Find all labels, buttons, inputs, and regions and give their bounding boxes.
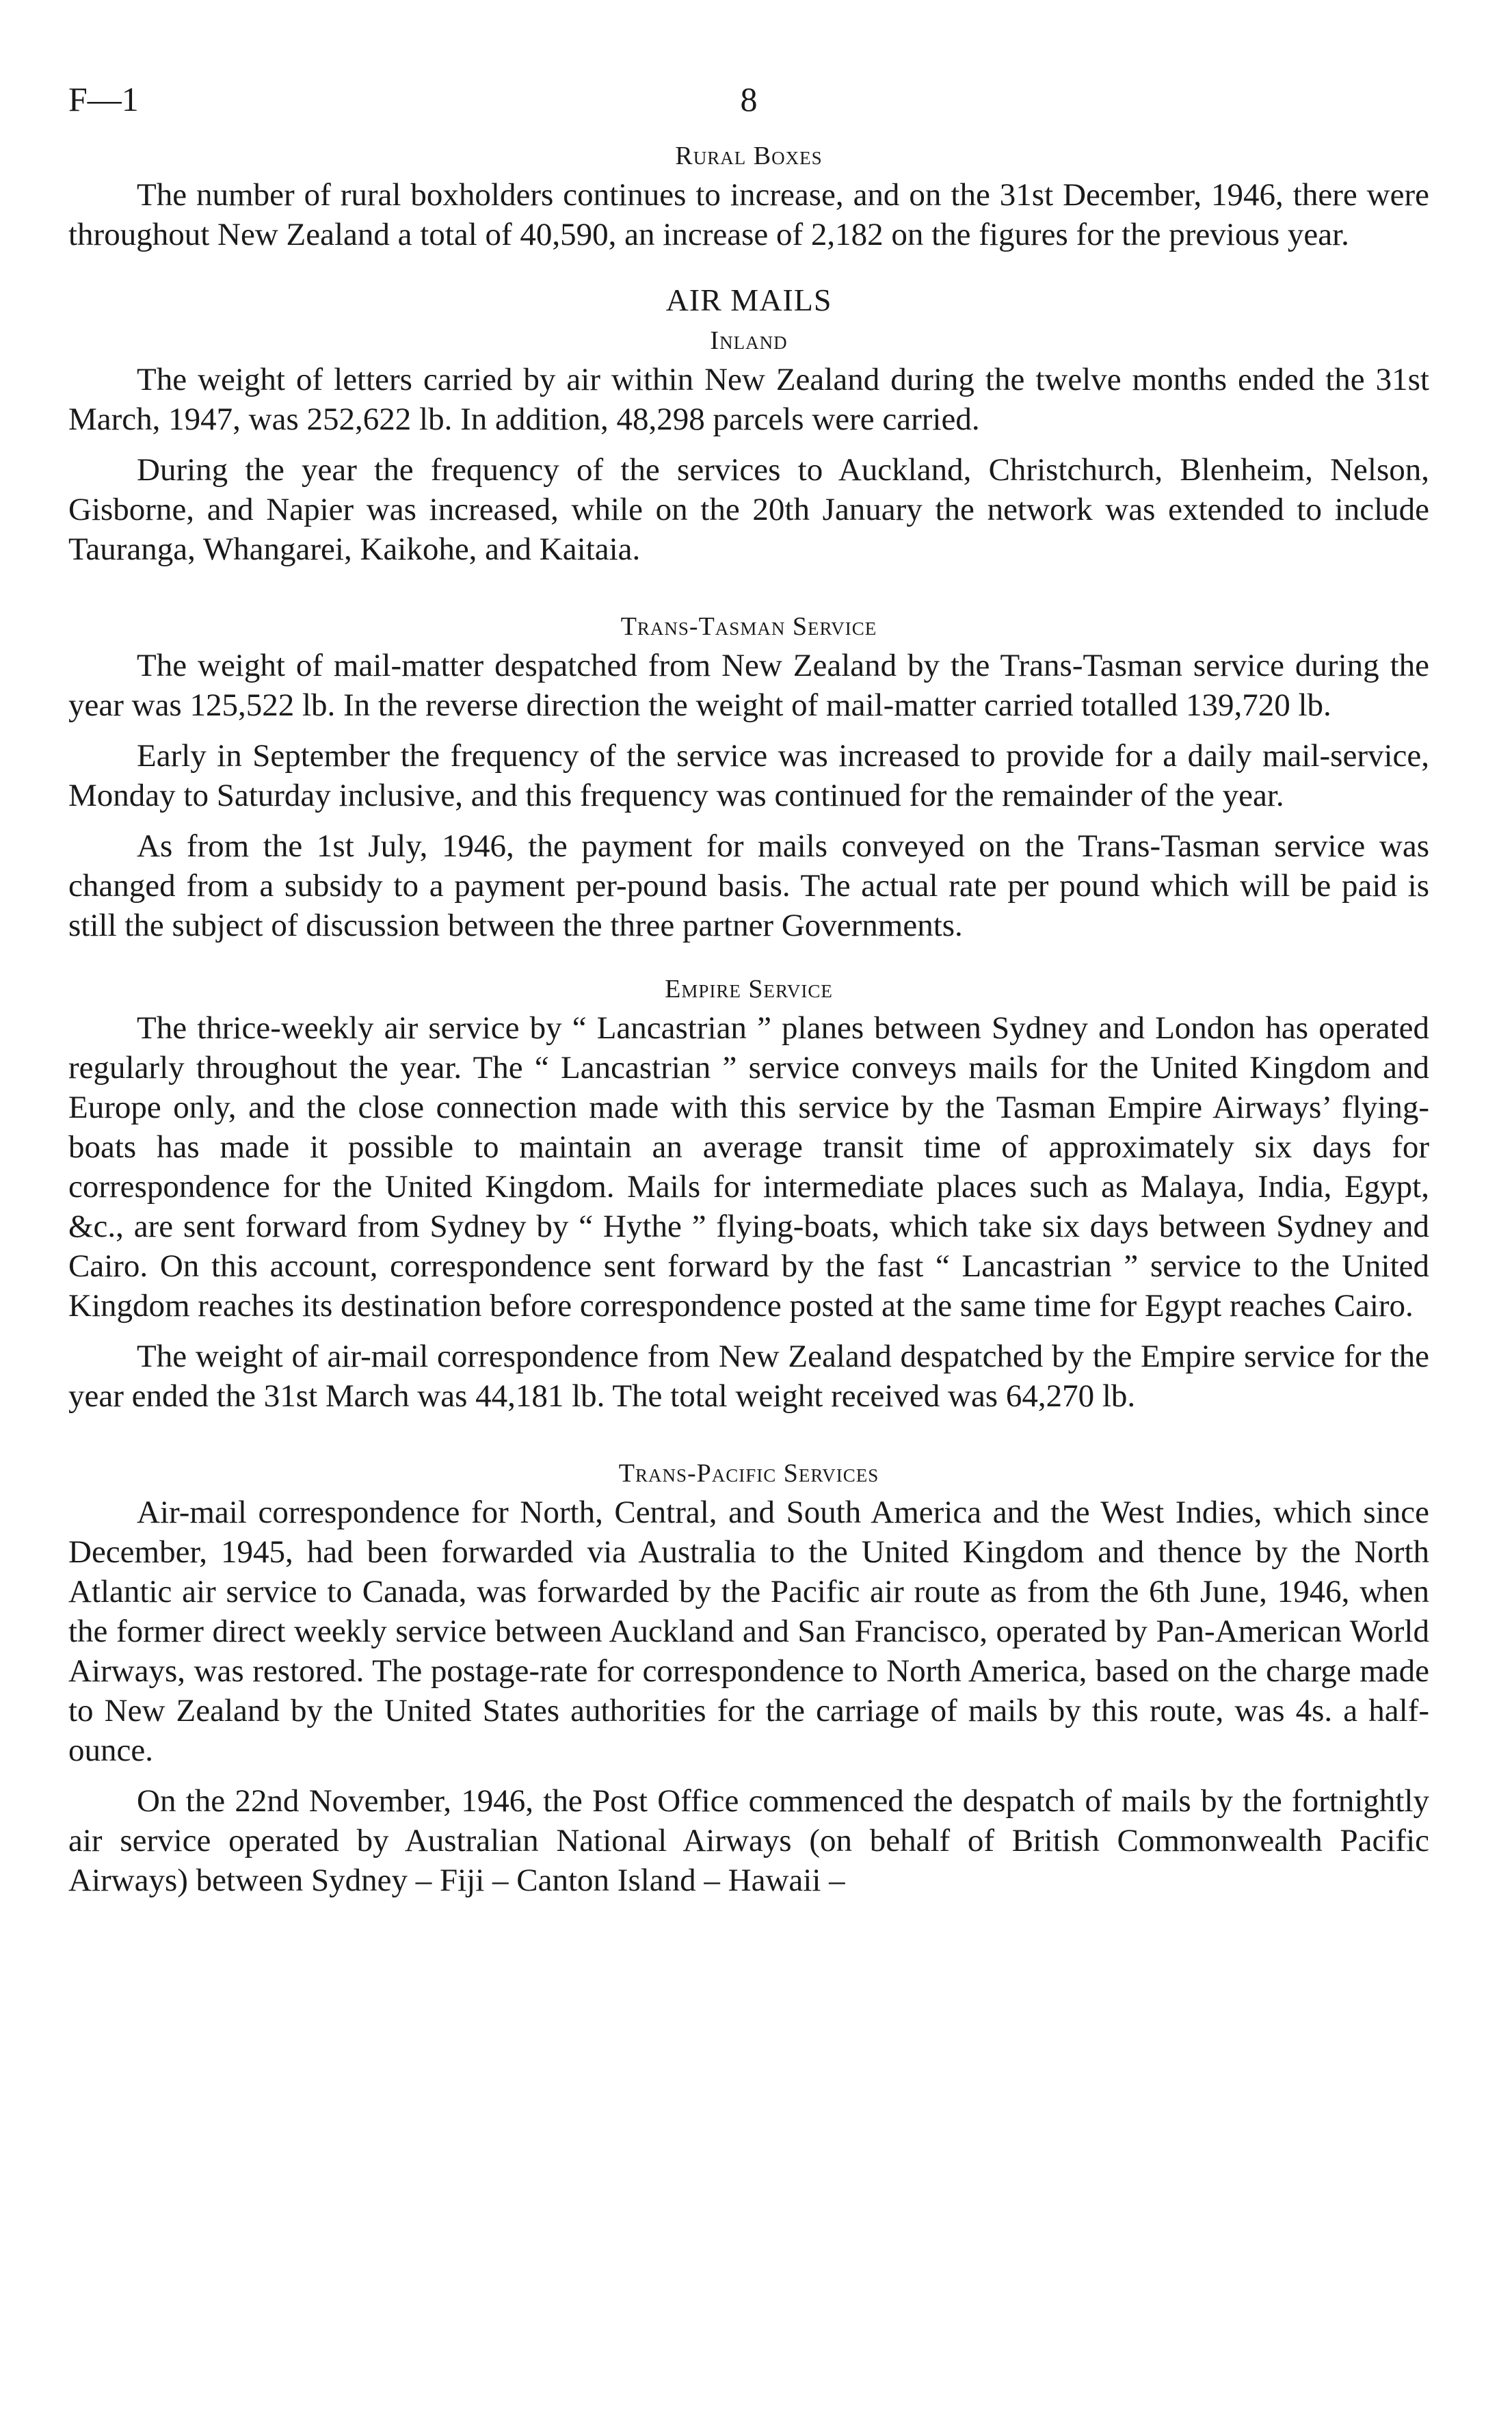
rural-boxes-section: [68, 137, 1429, 254]
air-mails-heading: AIR MAILS: [665, 282, 832, 317]
paragraph: Air-mail correspondence for North, Central, and South America and the West Indies, which since December, 1945, had been forwarded via Australia to the United Kingdom and thence by the North Atlantic air service to Canada, was forwarded by the Pacific air route as from the 6th June, 1946, when the former direct weekly service between Auckland and San Francisco, operated by Pan-American World Airways, was restored. The postage-rate for correspondence to North America, based on the charge made to New Zealand by the United States authorities for the carriage of mails by this route, was 4s. a half-ounce.: [68, 1495, 1429, 1768]
trans-pacific-heading: Trans-Pacific Services: [618, 1459, 879, 1488]
paragraph: On the 22nd November, 1946, the Post Office commenced the despatch of mails by the fortnightly air service operated by Australian National Airways (on behalf of British Commonwealth Pacific Airways) between Sydney – Fiji – Canton Island – Hawaii –: [68, 1783, 1429, 1898]
paragraph: The thrice-weekly air service by “ Lancastrian ” planes between Sydney and London has operated regularly throughout the year. The “ Lancastrian ” service conveys mails for the United Kingdom and Europe only, and the close connection made with this service by the Tasman Empire Airways’ flying-boats has made it possible to maintain an average transit time of approximately six days for correspondence for the United Kingdom. Mails for intermediate places such as Malaya, India, Egypt, &c., are sent forward from Sydney by “ Hythe ” flying-boats, which take six days between Sydney and Cairo. On this account, correspondence sent forward by the fast “ Lancastrian ” service to the United Kingdom reaches its destination before correspondence posted at the same time for Egypt reaches Cairo.: [68, 1010, 1429, 1324]
empire-service-subsection: [68, 970, 1429, 1416]
page-number: 8: [740, 80, 758, 118]
empire-service-heading: Empire Service: [665, 975, 833, 1003]
trans-pacific-subsection: [68, 1454, 1429, 1900]
paragraph: The weight of mail-matter despatched from New Zealand by the Trans-Tasman service during the year was 125,522 lb. In the reverse direction the weight of mail-matter carried totalled 139,720 lb.: [68, 648, 1429, 723]
paragraph: As from the 1st July, 1946, the payment for mails conveyed on the Trans-Tasman service was changed from a subsidy to a payment per-pound basis. The actual rate per pound which will be paid is still the subject of discussion between the three partner Governments.: [68, 828, 1429, 943]
inland-subsection: [68, 321, 1429, 569]
paragraph: Early in September the frequency of the service was increased to provide for a daily mail-service, Monday to Saturday inclusive, and this frequency was continued for the remainder of the year.: [68, 738, 1429, 813]
page-header: [68, 75, 1429, 123]
paragraph: The weight of air-mail correspondence from New Zealand despatched by the Empire service for the year ended the 31st March was 44,181 lb. The total weight received was 64,270 lb.: [68, 1339, 1429, 1414]
inland-heading: Inland: [710, 326, 788, 355]
paragraph: The weight of letters carried by air within New Zealand during the twelve months ended the 31st March, 1947, was 252,622 lb. In addition, 48,298 parcels were carried.: [68, 362, 1429, 437]
rural-boxes-heading: Rural Boxes: [675, 142, 823, 170]
air-mails-section: [68, 279, 1429, 1900]
paragraph: During the year the frequency of the services to Auckland, Christchurch, Blenheim, Nelson, Gisborne, and Napier was increased, while on the 20th January the network was extended to include Tauranga, Whangarei, Kaikohe, and Kaitaia.: [68, 452, 1429, 567]
trans-tasman-subsection: [68, 607, 1429, 945]
paragraph: The number of rural boxholders continues to increase, and on the 31st December, 1946, there were throughout New Zealand a total of 40,590, an increase of 2,182 on the figures for the previous year.: [68, 177, 1429, 252]
document-page: [68, 75, 1429, 1911]
document-reference: F—1: [68, 80, 139, 118]
trans-tasman-heading: Trans-Tasman Service: [620, 612, 877, 641]
